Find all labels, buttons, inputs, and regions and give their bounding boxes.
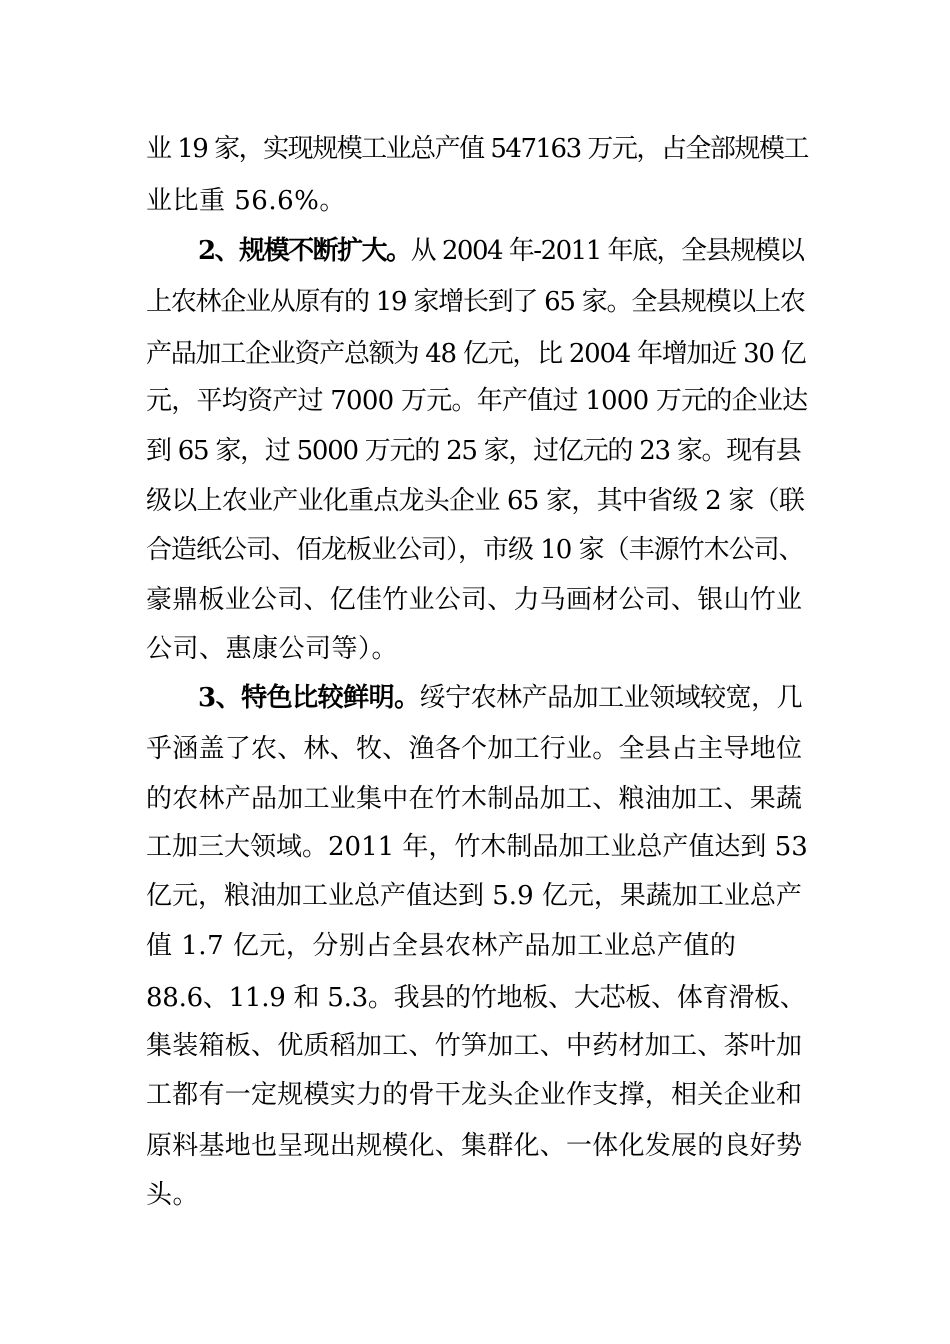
paragraph3-line-6: 值 1.7 亿元，分别占全县农林产品加工业总产值的 [146, 931, 737, 961]
paragraph3-line-3: 的农林产品加工业集中在竹木制品加工、粮油加工、果蔬 [146, 784, 803, 814]
paragraph3-line-1: 绥宁农林产品加工业领域较宽，几 [419, 683, 803, 713]
paragraph3-line-10: 原料基地也呈现出规模化、集群化、一体化发展的良好势 [146, 1131, 803, 1161]
paragraph3-line-11: 头。 [146, 1180, 200, 1210]
paragraph3-line-9: 工都有一定规模实力的骨干龙头企业作支撑，相关企业和 [146, 1080, 803, 1110]
paragraph3-line-5: 亿元，粮油加工业总产值达到 5.9 亿元，果蔬加工业总产 [146, 881, 802, 911]
paragraph2-line-9: 公司、惠康公司等）。 [146, 634, 399, 664]
paragraph2-line-7: 合造纸公司、佰龙板业公司），市级 10 家（丰源竹木公司、 [146, 535, 804, 565]
paragraph2-line-6: 级以上农业产业化重点龙头企业 65 家，其中省级 2 家（联 [146, 486, 805, 516]
paragraph3-line-7: 88.6、11.9 和 5.3。我县的竹地板、大芯板、体育滑板、 [146, 983, 806, 1013]
paragraph1-line-2: 业比重 56.6%。 [146, 186, 346, 216]
paragraph3-line-4: 工加三大领域。2011 年，竹木制品加工业总产值达到 53 [146, 832, 808, 862]
paragraph2-heading: 2、规模不断扩大。 [198, 236, 411, 266]
paragraph2-line-5: 到 65 家，过 5000 万元的 25 家，过亿元的 23 家。现有县 [146, 436, 801, 466]
paragraph2-line-8: 豪鼎板业公司、亿佳竹业公司、力马画材公司、银山竹业 [146, 585, 803, 615]
paragraph3-line-8: 集装箱板、优质稻加工、竹笋加工、中药材加工、茶叶加 [146, 1031, 803, 1061]
paragraph2-first-line [198, 236, 804, 266]
paragraph3-heading: 3、特色比较鲜明。 [198, 683, 420, 713]
paragraph1-line-1: 业 19 家，实现规模工业总产值 547163 万元，占全部规模工 [146, 134, 808, 164]
paragraph3-line-2: 乎涵盖了农、林、牧、渔各个加工行业。全县占主导地位 [146, 734, 803, 764]
paragraph2-line-3: 产品加工企业资产总额为 48 亿元，比 2004 年增加近 30 亿 [146, 339, 806, 369]
paragraph2-line-4: 元，平均资产过 7000 万元。年产值过 1000 万元的企业达 [146, 386, 808, 416]
paragraph2-line-2: 上农林企业从原有的 19 家增长到了 65 家。全县规模以上农 [146, 287, 805, 317]
paragraph3-first-line [198, 683, 802, 713]
paragraph2-line-1: 从 2004 年-2011 年底，全县规模以 [410, 236, 804, 266]
